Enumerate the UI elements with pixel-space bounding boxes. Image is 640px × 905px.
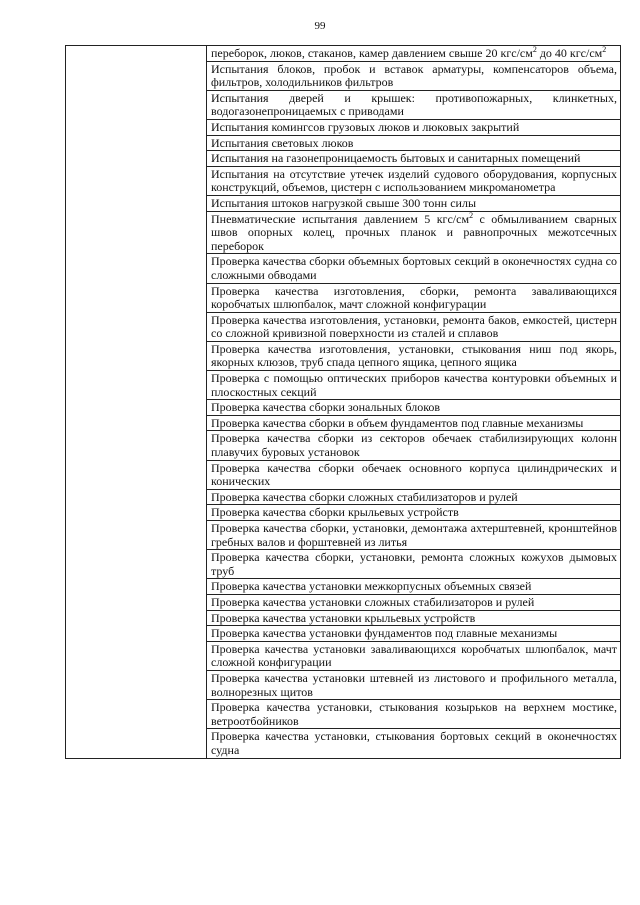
text-fragment: Проверка качества установки межкорпусных объемных связей <box>211 579 532 594</box>
work-item-text <box>207 196 620 211</box>
work-item-cell <box>207 626 621 642</box>
work-item-text <box>207 626 620 641</box>
text-fragment: Проверка качества установки штевней из листового и профильного металла, волнорезных щитов <box>211 670 617 699</box>
page-number: 99 <box>314 20 326 32</box>
work-item-cell <box>207 400 621 416</box>
work-item-text <box>207 729 620 757</box>
text-fragment: Пневматические испытания давлением 5 кгс/см <box>211 211 470 226</box>
work-item-cell <box>207 550 621 579</box>
text-fragment: Испытания на газонепроницаемость бытовых и санитарных помещений <box>211 151 581 166</box>
text-fragment: Проверка качества установки сложных стабилизаторов и рулей <box>211 594 535 609</box>
text-fragment: Проверка качества сборки обечаек основного корпуса цилиндрических и конических <box>211 460 617 489</box>
work-item-cell <box>207 119 621 135</box>
work-item-cell <box>207 505 621 521</box>
work-item-text <box>207 611 620 626</box>
text-fragment: Проверка качества установки, стыкования бортовых секций в оконечностях судна <box>211 729 617 757</box>
text-fragment: Проверка качества сборки объемных бортовых секций в оконечностях судна со сложными обводами <box>211 254 617 282</box>
work-item-text <box>207 120 620 135</box>
work-item-cell <box>207 489 621 505</box>
work-item-cell <box>207 61 621 90</box>
work-item-text <box>207 284 620 312</box>
work-item-text <box>207 642 620 670</box>
work-item-cell <box>207 641 621 670</box>
text-fragment: Проверка качества сборки, установки, ремонта сложных кожухов дымовых труб <box>211 550 617 578</box>
work-item-text <box>207 254 620 282</box>
work-item-text <box>207 151 620 166</box>
work-item-cell <box>207 460 621 489</box>
work-item-text <box>207 579 620 594</box>
work-item-cell <box>207 700 621 729</box>
text-fragment: Проверка с помощью оптических приборов качества контуровки объемных и плоскостных секций <box>211 371 617 399</box>
work-types-table <box>65 45 621 759</box>
text-fragment: Проверка качества установки крыльевых устройств <box>211 610 476 625</box>
text-fragment: переборок, люков, стаканов, камер давлением свыше 20 кгс/см <box>211 46 533 60</box>
work-item-text <box>207 62 620 90</box>
work-item-text <box>207 167 620 195</box>
work-item-text <box>207 46 620 61</box>
work-item-text <box>207 700 620 728</box>
work-item-cell <box>207 195 621 211</box>
text-fragment: Проверка качества сборки в объем фундаментов под главные механизмы <box>211 415 584 430</box>
text-fragment: Испытания на отсутствие утечек изделий судового оборудования, корпусных конструкций, объемов, цистерн с использованием микроманометра <box>211 166 617 195</box>
text-fragment: Проверка качества изготовления, сборки, ремонта заваливающихся коробчатых шлюпбалок, мачт сложной конфигурации <box>211 283 617 312</box>
text-fragment: Проверка качества установки заваливающихся коробчатых шлюпбалок, мачт сложной конфигурации <box>211 641 617 670</box>
superscript: 2 <box>532 45 537 54</box>
work-item-cell <box>207 579 621 595</box>
work-item-text <box>207 595 620 610</box>
work-item-cell <box>207 341 621 370</box>
text-fragment: Проверка качества сборки сложных стабилизаторов и рулей <box>211 489 518 504</box>
work-item-cell <box>207 729 621 758</box>
work-item-text <box>207 461 620 489</box>
work-item-text <box>207 342 620 370</box>
text-fragment: с обмыливанием сварных швов опорных колец, прочных планок и равнопрочных межотсечных переборок <box>211 211 618 253</box>
text-fragment: Проверка качества сборки из секторов обечаек стабилизирующих колонн плавучих буровых установок <box>211 431 617 460</box>
text-fragment: Испытания комингсов грузовых люков и люковых закрытий <box>211 119 520 134</box>
work-item-text <box>207 431 620 459</box>
text-fragment: Проверка качества изготовления, установки, ремонта баков, емкостей, цистерн со сложной кривизной поверхности из сталей и сплавов <box>211 312 617 341</box>
text-fragment: Испытания штоков нагрузкой свыше 300 тонн силы <box>211 195 477 210</box>
text-fragment: Проверка качества изготовления, установки, стыкования ниш под якорь, якорных клюзов, труб спада цепного ящика, цепного ящика <box>211 341 617 370</box>
work-item-cell <box>207 46 621 62</box>
work-item-cell <box>207 135 621 151</box>
work-item-text <box>207 505 620 520</box>
work-item-text <box>207 313 620 341</box>
work-item-cell <box>207 594 621 610</box>
work-item-cell <box>207 254 621 283</box>
text-fragment: Испытания световых люков <box>211 135 354 150</box>
work-item-cell <box>207 415 621 431</box>
work-item-cell <box>207 312 621 341</box>
table-row <box>66 46 621 62</box>
work-item-cell <box>207 283 621 312</box>
work-item-cell <box>207 151 621 167</box>
work-item-cell <box>207 166 621 195</box>
work-item-text <box>207 550 620 578</box>
work-item-text <box>207 212 620 254</box>
text-fragment: Испытания дверей и крышек: противопожарных, клинкетных, водогазонепроницаемых с приводами <box>211 90 617 119</box>
work-item-cell <box>207 431 621 460</box>
text-fragment: Испытания блоков, пробок и вставок арматуры, компенсаторов объема, фильтров, холодильников фильтров <box>211 61 617 90</box>
superscript: 2 <box>469 210 474 220</box>
work-item-cell <box>207 90 621 119</box>
work-item-text <box>207 416 620 431</box>
work-item-cell <box>207 521 621 550</box>
work-item-text <box>207 521 620 549</box>
empty-left-cell <box>66 46 207 759</box>
work-item-cell <box>207 610 621 626</box>
text-fragment: Проверка качества сборки крыльевых устройств <box>211 505 459 520</box>
work-item-cell <box>207 371 621 400</box>
work-item-cell <box>207 670 621 699</box>
work-item-text <box>207 400 620 415</box>
text-fragment: Проверка качества сборки зональных блоков <box>211 400 441 415</box>
work-item-text <box>207 136 620 151</box>
text-fragment: до 40 кгс/см <box>536 46 603 60</box>
work-item-text <box>207 490 620 505</box>
text-fragment: Проверка качества установки, стыкования козырьков на верхнем мостике, ветроотбойников <box>211 700 617 728</box>
work-item-text <box>207 671 620 699</box>
work-item-cell <box>207 211 621 254</box>
text-fragment: Проверка качества установки фундаментов под главные механизмы <box>211 626 558 641</box>
work-item-text <box>207 371 620 399</box>
text-fragment: Проверка качества сборки, установки, демонтажа ахтерштевней, кронштейнов гребных валов и форштевней из литья <box>211 521 617 549</box>
work-item-text <box>207 91 620 119</box>
superscript: 2 <box>602 45 607 54</box>
